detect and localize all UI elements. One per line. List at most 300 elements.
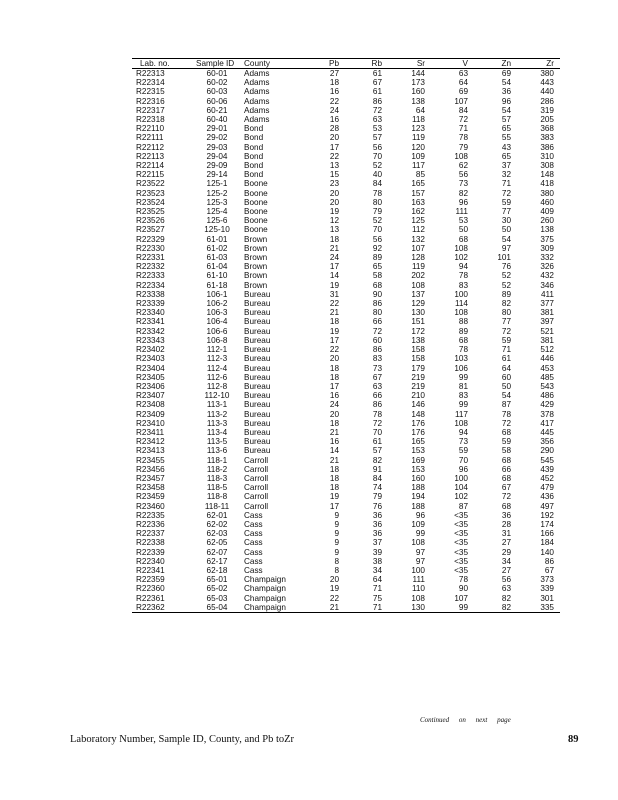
lab-no-cell: R23343 xyxy=(136,335,165,345)
v-cell: 108 xyxy=(454,243,468,253)
county-cell: Cass xyxy=(244,519,263,529)
county-cell: Bond xyxy=(244,124,264,134)
pb-cell: 22 xyxy=(329,345,339,355)
rb-cell: 58 xyxy=(372,271,382,281)
sample-id-cell: 65-04 xyxy=(192,603,242,613)
pb-cell: 13 xyxy=(329,161,339,171)
zn-cell: 52 xyxy=(501,280,511,290)
zr-cell: 166 xyxy=(540,529,554,539)
zn-cell: 76 xyxy=(501,262,511,272)
sr-cell: 117 xyxy=(411,161,425,171)
county-cell: Bureau xyxy=(244,418,271,428)
pb-cell: 24 xyxy=(329,400,339,410)
zn-cell: 72 xyxy=(501,418,511,428)
rb-cell: 78 xyxy=(372,409,382,419)
pb-cell: 9 xyxy=(334,519,339,529)
header-zr: Zr xyxy=(517,59,560,69)
v-cell: 108 xyxy=(454,308,468,318)
rb-cell: 71 xyxy=(372,584,382,594)
sr-cell: 157 xyxy=(411,188,425,198)
lab-no-cell: R23405 xyxy=(136,372,165,382)
sample-id-cell: 118-5 xyxy=(206,483,228,493)
v-cell: 70 xyxy=(458,455,468,465)
sample-id-cell: 106-3 xyxy=(206,308,228,318)
zn-cell: 36 xyxy=(501,510,511,520)
zn-cell: 72 xyxy=(501,492,511,502)
sample-id-cell: 112-4 xyxy=(206,363,228,373)
geochemistry-table xyxy=(132,58,560,613)
table-row xyxy=(132,262,560,271)
sample-id-cell: 112-6 xyxy=(206,372,228,382)
sample-id-cell: 62-17 xyxy=(206,556,228,566)
sample-id-cell: 29-04 xyxy=(206,151,228,161)
table-row xyxy=(132,483,560,492)
v-cell: 96 xyxy=(458,197,468,207)
county-cell: Bureau xyxy=(244,363,271,373)
pb-cell: 24 xyxy=(329,253,339,263)
zn-cell: 65 xyxy=(501,151,511,161)
lab-no-cell: R23412 xyxy=(136,437,165,447)
rb-cell: 80 xyxy=(372,308,382,318)
pb-cell: 18 xyxy=(329,483,339,493)
pb-cell: 22 xyxy=(329,593,339,603)
zr-cell: 432 xyxy=(540,271,554,281)
header-row xyxy=(132,59,560,69)
sample-id-cell: 113-6 xyxy=(206,446,228,456)
sample-id-cell: 118-2 xyxy=(206,464,228,474)
table-row xyxy=(132,281,560,290)
sr-cell: 119 xyxy=(411,133,425,143)
lab-no-cell: R22114 xyxy=(136,161,165,171)
v-cell: 102 xyxy=(454,492,468,502)
sample-id-cell: 61-18 xyxy=(206,280,228,290)
rb-cell: 70 xyxy=(372,225,382,235)
zr-cell: 309 xyxy=(540,243,554,253)
zr-cell: 148 xyxy=(540,170,554,180)
sample-id-cell: 60-02 xyxy=(206,78,228,88)
zr-cell: 440 xyxy=(540,87,554,97)
zr-cell: 86 xyxy=(544,556,554,566)
county-cell: Brown xyxy=(244,262,268,272)
table-row xyxy=(132,529,560,538)
zn-cell: 50 xyxy=(501,381,511,391)
pb-cell: 19 xyxy=(329,584,339,594)
zr-cell: 446 xyxy=(540,354,554,364)
sr-cell: 151 xyxy=(411,317,425,327)
lab-no-cell: R22316 xyxy=(136,96,165,106)
lab-no-cell: R23522 xyxy=(136,179,165,189)
v-cell: 53 xyxy=(458,216,468,226)
zr-cell: 381 xyxy=(540,335,554,345)
pb-cell: 9 xyxy=(334,538,339,548)
sr-cell: 109 xyxy=(411,519,425,529)
lab-no-cell: R23404 xyxy=(136,363,165,373)
sr-cell: 219 xyxy=(411,372,425,382)
sr-cell: 202 xyxy=(411,271,425,281)
county-cell: Bureau xyxy=(244,317,271,327)
rb-cell: 57 xyxy=(372,133,382,143)
rb-cell: 80 xyxy=(372,197,382,207)
rb-cell: 89 xyxy=(372,253,382,263)
table-row xyxy=(132,446,560,455)
table-row xyxy=(132,336,560,345)
pb-cell: 18 xyxy=(329,464,339,474)
v-cell: 100 xyxy=(454,289,468,299)
rb-cell: 86 xyxy=(372,400,382,410)
zr-cell: 397 xyxy=(540,317,554,327)
zn-cell: 28 xyxy=(501,519,511,529)
lab-no-cell: R22333 xyxy=(136,271,165,281)
lab-no-cell: R22315 xyxy=(136,87,165,97)
sample-id-cell: 61-04 xyxy=(206,262,228,272)
rb-cell: 82 xyxy=(372,455,382,465)
lab-no-cell: R22115 xyxy=(136,170,165,180)
county-cell: Brown xyxy=(244,234,268,244)
table-row xyxy=(132,143,560,152)
v-cell: 88 xyxy=(458,317,468,327)
table-row xyxy=(132,502,560,511)
sample-id-cell: 125-4 xyxy=(206,207,228,217)
zr-cell: 452 xyxy=(540,473,554,483)
lab-no-cell: R23525 xyxy=(136,207,165,217)
county-cell: Boone xyxy=(244,188,268,198)
sr-cell: 153 xyxy=(411,464,425,474)
zr-cell: 67 xyxy=(544,565,554,575)
zn-cell: 82 xyxy=(474,603,517,613)
pb-cell: 14 xyxy=(329,446,339,456)
pb-cell: 21 xyxy=(329,455,339,465)
sample-id-cell: 106-6 xyxy=(206,326,228,336)
sample-id-cell: 113-3 xyxy=(206,418,228,428)
county-cell: Bureau xyxy=(244,409,271,419)
v-cell: 107 xyxy=(454,593,468,603)
county-cell: Adams xyxy=(244,69,270,78)
sample-id-cell: 65-02 xyxy=(206,584,228,594)
v-cell: 96 xyxy=(458,464,468,474)
zr-cell: 310 xyxy=(540,151,554,161)
lab-no-cell: R23403 xyxy=(136,354,165,364)
county-cell: Cass xyxy=(244,556,263,566)
zn-cell: 59 xyxy=(501,437,511,447)
v-cell: 79 xyxy=(458,142,468,152)
sr-cell: 97 xyxy=(415,547,425,557)
sample-id-cell: 62-02 xyxy=(206,519,228,529)
lab-no-cell: R22330 xyxy=(136,243,165,253)
zr-cell: 138 xyxy=(540,225,554,235)
pb-cell: 20 xyxy=(329,188,339,198)
lab-no-cell: R22341 xyxy=(136,565,165,575)
sample-id-cell: 60-06 xyxy=(206,96,228,106)
v-cell: 84 xyxy=(458,105,468,115)
lab-no-cell: R23402 xyxy=(136,345,165,355)
rb-cell: 74 xyxy=(372,483,382,493)
sample-id-cell: 113-5 xyxy=(206,437,228,447)
county-cell: Adams xyxy=(244,87,270,97)
zn-cell: 56 xyxy=(501,575,511,585)
zr-cell: 174 xyxy=(540,519,554,529)
table-row xyxy=(132,317,560,326)
rb-cell: 84 xyxy=(372,179,382,189)
table-row xyxy=(132,428,560,437)
county-cell: Cass xyxy=(244,547,263,557)
zn-cell: 67 xyxy=(501,483,511,493)
zn-cell: 61 xyxy=(501,354,511,364)
v-cell: 102 xyxy=(454,253,468,263)
zr-cell: 453 xyxy=(540,363,554,373)
zn-cell: 32 xyxy=(501,170,511,180)
lab-no-cell: R23410 xyxy=(136,418,165,428)
lab-no-cell: R23408 xyxy=(136,400,165,410)
lab-no-cell: R23339 xyxy=(136,299,165,309)
table-row xyxy=(132,78,560,87)
v-cell: 81 xyxy=(458,381,468,391)
v-cell: 100 xyxy=(454,473,468,483)
table-row xyxy=(132,69,560,79)
sample-id-cell: 112-1 xyxy=(206,345,228,355)
v-cell: 83 xyxy=(458,280,468,290)
table-row xyxy=(132,575,560,584)
sr-cell: 146 xyxy=(411,400,425,410)
lab-no-cell: R23527 xyxy=(136,225,165,235)
footer-title: Laboratory Number, Sample ID, County, and Pb toZr xyxy=(70,734,295,745)
lab-no-cell: R22337 xyxy=(136,529,165,539)
zn-cell: 64 xyxy=(501,363,511,373)
table-row xyxy=(132,97,560,106)
zr-cell: 545 xyxy=(540,455,554,465)
pb-cell: 21 xyxy=(302,603,345,613)
rb-cell: 60 xyxy=(372,335,382,345)
table-row xyxy=(132,87,560,96)
v-cell: 103 xyxy=(454,354,468,364)
v-cell: 94 xyxy=(458,427,468,437)
table-row xyxy=(132,548,560,557)
zn-cell: 72 xyxy=(501,326,511,336)
v-cell: 114 xyxy=(454,299,468,309)
sr-cell: 107 xyxy=(411,243,425,253)
v-cell: 94 xyxy=(458,262,468,272)
sr-cell: 210 xyxy=(411,391,425,401)
zr-cell: 308 xyxy=(540,161,554,171)
county-cell: Cass xyxy=(244,538,263,548)
v-cell: 59 xyxy=(458,446,468,456)
rb-cell: 72 xyxy=(372,105,382,115)
sample-id-cell: 106-8 xyxy=(206,335,228,345)
lab-no-cell: R23341 xyxy=(136,317,165,327)
sample-id-cell: 125-1 xyxy=(206,179,228,189)
sr-cell: 165 xyxy=(411,179,425,189)
zn-cell: 54 xyxy=(501,105,511,115)
v-cell: 89 xyxy=(458,326,468,336)
table-row xyxy=(132,308,560,317)
rb-cell: 84 xyxy=(372,473,382,483)
sample-id-cell: 112-10 xyxy=(204,391,230,401)
sr-cell: 111 xyxy=(412,575,425,585)
v-cell: <35 xyxy=(454,529,468,539)
table-row xyxy=(132,170,560,179)
county-cell: Bureau xyxy=(244,289,271,299)
sample-id-cell: 65-03 xyxy=(206,593,228,603)
lab-no-cell: R23456 xyxy=(136,464,165,474)
zr-cell: 286 xyxy=(540,96,554,106)
zr-cell: 383 xyxy=(540,133,554,143)
county-cell: Carroll xyxy=(244,464,269,474)
rb-cell: 67 xyxy=(372,78,382,88)
sample-id-cell: 62-03 xyxy=(206,529,228,539)
v-cell: 56 xyxy=(458,170,468,180)
county-cell: Brown xyxy=(244,243,268,253)
sample-id-cell: 113-4 xyxy=(206,427,228,437)
sample-id-cell: 112-3 xyxy=(206,354,228,364)
county-cell: Bureau xyxy=(244,372,271,382)
table-row xyxy=(132,603,560,613)
table-row xyxy=(132,520,560,529)
sr-cell: 100 xyxy=(411,565,425,575)
pb-cell: 17 xyxy=(329,381,339,391)
pb-cell: 9 xyxy=(334,547,339,557)
rb-cell: 83 xyxy=(372,354,382,364)
lab-no-cell: R23340 xyxy=(136,308,165,318)
zr-cell: 346 xyxy=(540,280,554,290)
v-cell: <35 xyxy=(454,538,468,548)
table-body xyxy=(132,69,560,613)
zr-cell: 429 xyxy=(540,400,554,410)
pb-cell: 14 xyxy=(329,271,339,281)
county-cell: Bond xyxy=(244,161,264,171)
table-row xyxy=(132,161,560,170)
zn-cell: 60 xyxy=(501,372,511,382)
lab-no-cell: R22313 xyxy=(136,69,165,78)
header-rb: Rb xyxy=(345,59,388,69)
table-row xyxy=(132,106,560,115)
sr-cell: 173 xyxy=(411,78,425,88)
rb-cell: 36 xyxy=(372,510,382,520)
county-cell: Carroll xyxy=(244,455,269,465)
county-cell: Boone xyxy=(244,197,268,207)
table-row xyxy=(132,382,560,391)
sr-cell: 108 xyxy=(411,538,425,548)
rb-cell: 39 xyxy=(372,547,382,557)
sample-id-cell: 118-8 xyxy=(206,492,228,502)
lab-no-cell: R23406 xyxy=(136,381,165,391)
zn-cell: 54 xyxy=(501,234,511,244)
rb-cell: 63 xyxy=(372,381,382,391)
table-row xyxy=(132,124,560,133)
v-cell: 73 xyxy=(458,437,468,447)
rb-cell: 64 xyxy=(372,575,382,585)
zr-cell: 319 xyxy=(540,105,554,115)
lab-no-cell: R22331 xyxy=(136,253,165,263)
sample-id-cell: 125-10 xyxy=(204,225,230,235)
zr-cell: 485 xyxy=(540,372,554,382)
lab-no-cell: R23409 xyxy=(136,409,165,419)
header-v: V xyxy=(431,59,474,69)
v-cell: 108 xyxy=(454,418,468,428)
zr-cell: 443 xyxy=(540,78,554,88)
v-cell: <35 xyxy=(454,565,468,575)
sample-id-cell: 62-18 xyxy=(206,565,228,575)
zr-cell: 439 xyxy=(540,464,554,474)
lab-no-cell: R22111 xyxy=(136,133,164,143)
sr-cell: 130 xyxy=(388,603,431,613)
zn-cell: 54 xyxy=(501,78,511,88)
table-row xyxy=(132,345,560,354)
rb-cell: 86 xyxy=(372,345,382,355)
pb-cell: 16 xyxy=(329,391,339,401)
table-row xyxy=(132,244,560,253)
table-row xyxy=(132,133,560,142)
zn-cell: 43 xyxy=(501,142,511,152)
pb-cell: 22 xyxy=(329,151,339,161)
zn-cell: 71 xyxy=(501,179,511,189)
county-cell: Bond xyxy=(244,170,264,180)
pb-cell: 24 xyxy=(329,105,339,115)
table-row xyxy=(132,584,560,593)
v-cell: 99 xyxy=(458,400,468,410)
pb-cell: 18 xyxy=(329,317,339,327)
county-cell: Bureau xyxy=(244,437,271,447)
zn-cell: 54 xyxy=(501,391,511,401)
zr-cell: 368 xyxy=(540,124,554,134)
zr-cell: 521 xyxy=(540,326,554,336)
lab-no-cell: R22335 xyxy=(136,510,165,520)
table-row xyxy=(132,538,560,547)
v-cell: 83 xyxy=(458,391,468,401)
table-row xyxy=(132,253,560,262)
county-cell: Cass xyxy=(244,529,263,539)
lab-no-cell: R23524 xyxy=(136,197,165,207)
zr-cell: 373 xyxy=(540,575,554,585)
zn-cell: 77 xyxy=(501,207,511,217)
sr-cell: 85 xyxy=(415,170,425,180)
rb-cell: 78 xyxy=(372,188,382,198)
zr-cell: 497 xyxy=(540,501,554,511)
zr-cell: 356 xyxy=(540,437,554,447)
sample-id-cell: 112-8 xyxy=(206,381,228,391)
sr-cell: 108 xyxy=(411,593,425,603)
zr-cell: 445 xyxy=(540,427,554,437)
zn-cell: 27 xyxy=(501,565,511,575)
zn-cell: 30 xyxy=(501,216,511,226)
rb-cell: 38 xyxy=(372,556,382,566)
table-row xyxy=(132,456,560,465)
county-cell: Brown xyxy=(244,253,268,263)
county-cell: Brown xyxy=(244,271,268,281)
sr-cell: 108 xyxy=(411,280,425,290)
pb-cell: 20 xyxy=(329,133,339,143)
lab-no-cell: R23523 xyxy=(136,188,165,198)
rb-cell: 53 xyxy=(372,124,382,134)
rb-cell: 79 xyxy=(372,492,382,502)
lab-no-cell: R23458 xyxy=(136,483,165,493)
zr-cell: 486 xyxy=(540,391,554,401)
lab-no-cell: R23457 xyxy=(136,473,165,483)
lab-no-cell: R22112 xyxy=(136,142,165,152)
header-pb: Pb xyxy=(302,59,345,69)
pb-cell: 18 xyxy=(329,78,339,88)
sr-cell: 110 xyxy=(411,584,425,594)
rb-cell: 68 xyxy=(372,280,382,290)
rb-cell: 52 xyxy=(372,161,382,171)
sample-id-cell: 29-01 xyxy=(206,124,228,134)
county-cell: Bureau xyxy=(244,446,271,456)
county-cell: Adams xyxy=(244,78,270,88)
zn-cell: 77 xyxy=(501,317,511,327)
county-cell: Bureau xyxy=(244,299,271,309)
zr-cell: 184 xyxy=(540,538,554,548)
continued-note: Continued on next page xyxy=(420,716,511,724)
rb-cell: 76 xyxy=(372,501,382,511)
zr-cell: 512 xyxy=(540,345,554,355)
